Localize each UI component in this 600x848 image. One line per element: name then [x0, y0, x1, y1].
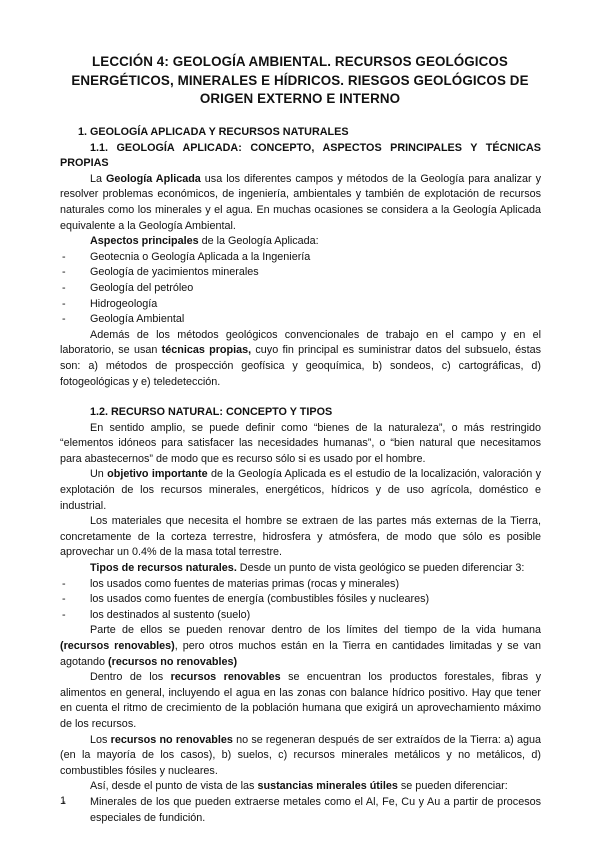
- list-item: - Geología de yacimientos minerales: [60, 265, 541, 281]
- section-1-2-heading: 1.2. RECURSO NATURAL: CONCEPTO Y TIPOS: [90, 406, 333, 419]
- aspects-intro: Aspectos principales de la Geología Aplicada:: [90, 235, 319, 248]
- list-item: - los usados como fuentes de energía (combustibles fósiles y nucleares): [60, 592, 541, 608]
- paragraph-geologia-aplicada: La Geología Aplicada usa los diferentes campos y métodos de la Geología para analizar y resolver problemas económicos, de ingeniería, ambientales y también de explotación de recursos naturales como los minerales y el agua. En muchas ocasiones se considera a la Geología Aplicada equivalente a la Geología Ambiental.: [60, 172, 542, 232]
- paragraph-renovables-intro: Parte de ellos se pueden renovar dentro de los límites del tiempo de la vida humana (recursos renovables), pero otros muchos están en la Tierra en cantidades limitadas y se van agotando (recursos no renovables): [60, 624, 541, 668]
- paragraph-objetivo: Un objetivo importante de la Geología Aplicada es el estudio de la localización, valoración y explotación de los recursos minerales, energéticos, hídricos y de uso agrícola, doméstico e industrial.: [60, 468, 541, 512]
- title-line-3: ORIGEN EXTERNO E INTERNO: [199, 91, 401, 106]
- list-item: - Minerales de los que pueden extraerse metales como el Al, Fe, Cu y Au a partir de procesos especiales de fundición.: [60, 795, 541, 826]
- paragraph-no-renovables: Los recursos no renovables no se regeneran después de ser extraídos de la Tierra: a) agua (en la mayoría de los casos), b) suelos, c) recursos minerales metálicos y no metálicos, d) combustibles fósiles y nucleares.: [60, 733, 541, 777]
- paragraph-definition: En sentido amplio, se puede definir como “bienes de la naturaleza”, o más restringido “elementos idóneos para satisfacer las necesidades humanas”, o “bien natural que necesitamos para abastecernos” de modo que es recurso sólo si es usado por el hombre.: [60, 421, 541, 465]
- term-tecnicas-propias: técnicas propias,: [161, 344, 252, 357]
- paragraph-renovables: Dentro de los recursos renovables se encuentran los productos forestales, fibras y alimentos en general, incluyendo el agua en las zonas con balance hídrico positivo. Hay que tener en cuenta el ritmo de crecimiento de la población humana que exigirá un aprovechamiento máximo de los recursos.: [60, 671, 542, 730]
- list-item: - los usados como fuentes de materias primas (rocas y minerales): [60, 577, 541, 593]
- page-number: 1: [60, 795, 67, 807]
- term-geologia-aplicada: Geología Aplicada: [106, 172, 201, 185]
- section-1-heading: 1. GEOLOGÍA APLICADA Y RECURSOS NATURALES: [78, 126, 349, 138]
- lesson-title: [60, 53, 540, 109]
- term-recursos-no-renovables: (recursos no renovables): [108, 655, 238, 668]
- list-item: - Geotecnia o Geología Aplicada a la Ingeniería: [60, 250, 541, 266]
- title-line-2: ENERGÉTICOS, MINERALES E HÍDRICOS. RIESGOS GEOLÓGICOS DE: [71, 72, 529, 88]
- types-intro: Tipos de recursos naturales. Desde un punto de vista geológico se pueden diferenciar 3:: [90, 562, 525, 575]
- spacer: [60, 390, 541, 405]
- paragraph-tecnicas-propias: Además de los métodos geológicos convencionales de trabajo en el campo y en el laboratorio, se usan técnicas propias, cuyo fin principal es suministrar datos del subsuelo, éstas son: a) métodos de prospección geofísica y geoquímica, b) sondeos, c) cartográficas, d) fotogeológicas y e) teledetección.: [60, 328, 541, 388]
- term-aspectos-principales: Aspectos principales: [90, 235, 199, 248]
- term-sustancias-minerales: sustancias minerales útiles: [257, 780, 398, 793]
- paragraph-sustancias: Así, desde el punto de vista de las sustancias minerales útiles se pueden diferenciar:: [90, 780, 508, 793]
- list-item: - Hidrogeología: [60, 297, 541, 313]
- list-item: - Geología del petróleo: [60, 281, 541, 297]
- section-1-1-heading: 1.1. GEOLOGÍA APLICADA: CONCEPTO, ASPECTOS PRINCIPALES Y TÉCNICAS PROPIAS: [60, 141, 541, 170]
- term-recursos-renovables: (recursos renovables): [60, 640, 175, 652]
- term-tipos-recursos: Tipos de recursos naturales.: [90, 562, 237, 575]
- types-list: [60, 577, 541, 624]
- term-objetivo-importante: objetivo importante: [107, 468, 208, 481]
- minerals-list: [60, 795, 541, 826]
- paragraph-materiales: Los materiales que necesita el hombre se extraen de las partes más externas de la Tierra, concretamente de la corteza terrestre, hidrosfera y atmósfera, de modo que sólo es posible aprovechar un 0.4% de la masa total terrestre.: [60, 515, 541, 559]
- list-item: - Geología Ambiental: [60, 312, 541, 328]
- title-line-1: LECCIÓN 4: GEOLOGÍA AMBIENTAL. RECURSOS GEOLÓGICOS: [92, 54, 508, 69]
- aspects-list: [60, 250, 541, 328]
- document-body: [60, 125, 541, 826]
- list-item: - los destinados al sustento (suelo): [60, 608, 541, 624]
